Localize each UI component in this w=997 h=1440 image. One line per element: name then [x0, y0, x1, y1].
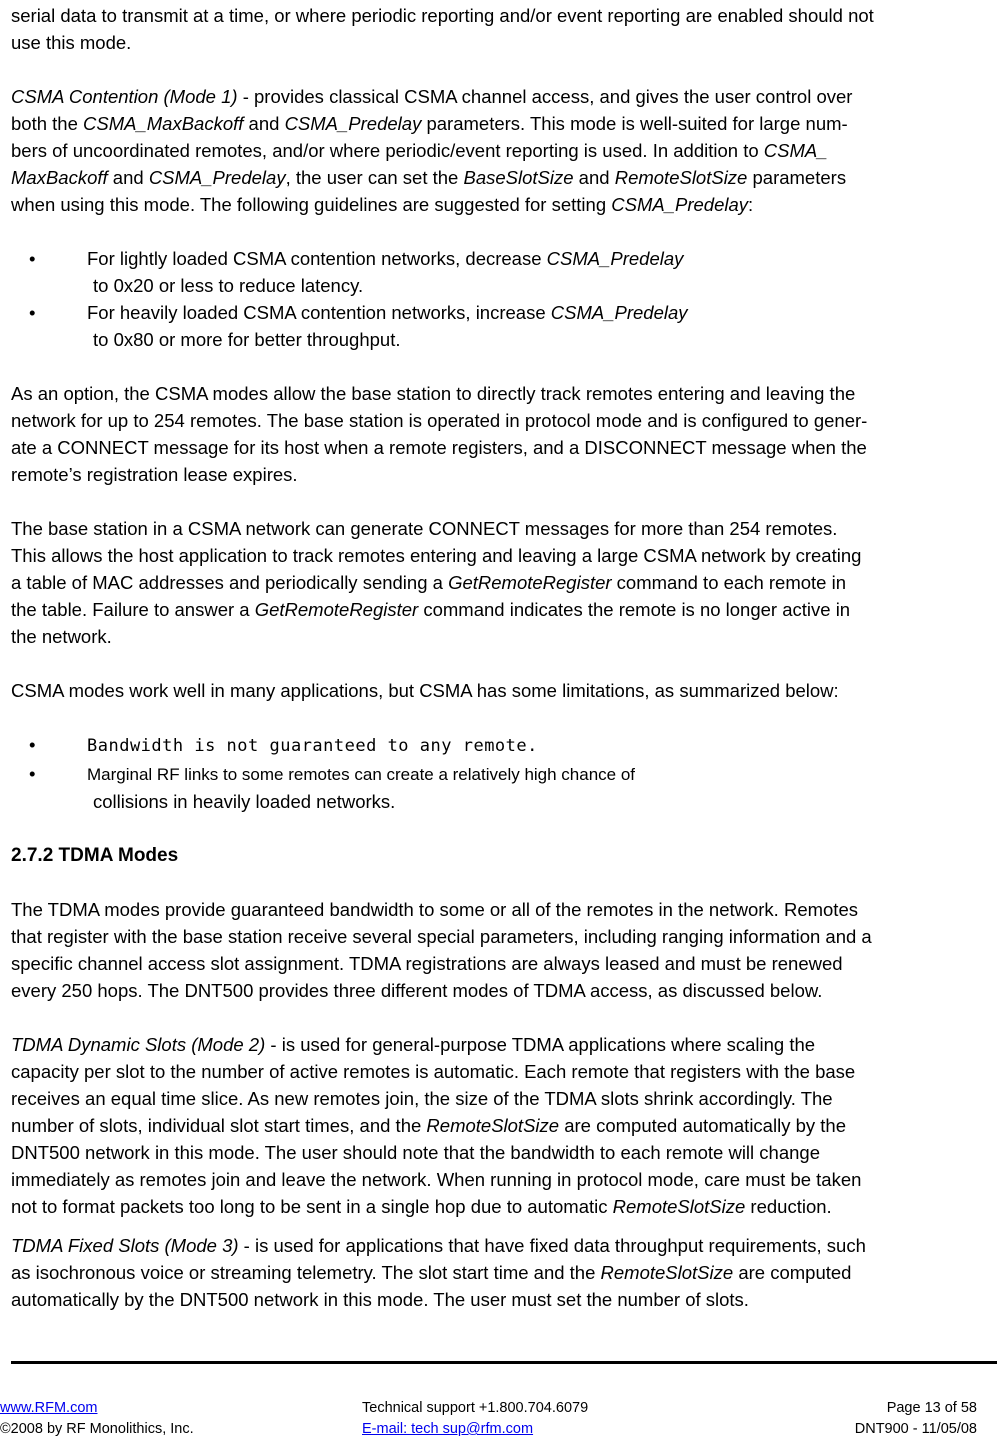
intro-line-1: serial data to transmit at a time, or where periodic reporting and/or event reporting are enabled should not [11, 5, 874, 26]
csma-contention-title: CSMA Contention (Mode 1) [11, 86, 238, 107]
tdma-fixed-paragraph: TDMA Fixed Slots (Mode 3) - is used for applications that have fixed data throughput requirements, such as isochronous voice or streaming telemetry. The slot start time and the RemoteSlotSize are computed automatically by the DNT500 network in this mode. The user must set the number of slots. [11, 1235, 866, 1310]
tdma-dynamic-paragraph: TDMA Dynamic Slots (Mode 2) - is used for general-purpose TDMA applications where scaling the capacity per slot to the number of active remotes is automatic. Each remote that registers with the base receives an equal time slice. As new remotes join, the size of the TDMA slots shrink accordingly. The number of slots, individual slot start times, and the RemoteSlotSize are computed automatically by the DNT500 network in this mode. The user should note that the bandwidth to each remote will change immediately as remotes join and leave the network. When running in protocol mode, care must be taken not to format packets too long to be sent in a single hop due to automatic RemoteSlotSize reduction. [11, 1034, 862, 1217]
document-body [11, 0, 987, 1313]
base-station-paragraph: The base station in a CSMA network can generate CONNECT messages for more than 254 remotes. This allows the host application to track remotes entering and leaving a large CSMA network by creating a table of MAC addresses and periodically sending a GetRemoteRegister command to each remote in the table. Failure to answer a GetRemoteRegister command indicates the remote is no longer active in the network. [11, 518, 862, 647]
tdma-fixed-title: TDMA Fixed Slots (Mode 3) [11, 1235, 239, 1256]
guideline-list [11, 245, 987, 353]
option-paragraph: As an option, the CSMA modes allow the base station to directly track remotes entering and leaving the network for up to 254 remotes. The base station is operated in protocol mode and is configured to gener- ate a CONNECT message for its host when a remote registers, and a DISCONNECT message when the remote’s registration lease expires. [11, 383, 868, 485]
footer-divider [11, 1361, 997, 1364]
list-item: • Bandwidth is not guaranteed to any remote. [29, 734, 538, 756]
page-number: Page 13 of 58 [886, 1400, 977, 1416]
copyright: ©2008 by RF Monolithics, Inc. [0, 1421, 194, 1437]
website-link[interactable]: www.RFM.com [0, 1400, 98, 1416]
intro-line-2: use this mode. [11, 32, 132, 53]
list-item: • For heavily loaded CSMA contention networks, increase CSMA_Predelay to 0x80 or more for better throughput. [29, 302, 688, 350]
list-item: • For lightly loaded CSMA contention networks, decrease CSMA_Predelay to 0x20 or less to reduce latency. [29, 248, 684, 296]
document-id: DNT900 - 11/05/08 [854, 1421, 977, 1437]
page-footer [0, 1398, 997, 1440]
list-item: • Marginal RF links to some remotes can create a relatively high chance of collisions in heavily loaded networks. [29, 763, 636, 812]
tdma-dynamic-title: TDMA Dynamic Slots (Mode 2) [11, 1034, 266, 1055]
section-heading: 2.7.2 TDMA Modes [11, 845, 179, 866]
limitations-intro: CSMA modes work well in many applications, but CSMA has some limitations, as summarized below: [11, 680, 839, 701]
limitation-list [11, 731, 987, 815]
support-email-link[interactable]: E-mail: tech sup@rfm.com [362, 1421, 534, 1437]
support-phone: Technical support +1.800.704.6079 [362, 1400, 589, 1416]
tdma-paragraph: The TDMA modes provide guaranteed bandwidth to some or all of the remotes in the network. Remotes that register with the base station receive several special parameters, including ranging information and a specific channel access slot assignment. TDMA registrations are always leased and must be renewed every 250 hops. The DNT500 provides three different modes of TDMA access, as discussed below. [11, 899, 872, 1001]
csma-contention-paragraph: CSMA Contention (Mode 1) - provides classical CSMA channel access, and gives the user control over both the CSMA_MaxBackoff and CSMA_Predelay parameters. This mode is well-suited for large num- bers of uncoordinated remotes, and/or where periodic/event reporting is used. In addition to CSMA_ MaxBackoff and CSMA_Predelay, the user can set the BaseSlotSize and RemoteSlotSize parameters when using this mode. The following guidelines are suggested for setting CSMA_Predelay: [11, 86, 853, 215]
